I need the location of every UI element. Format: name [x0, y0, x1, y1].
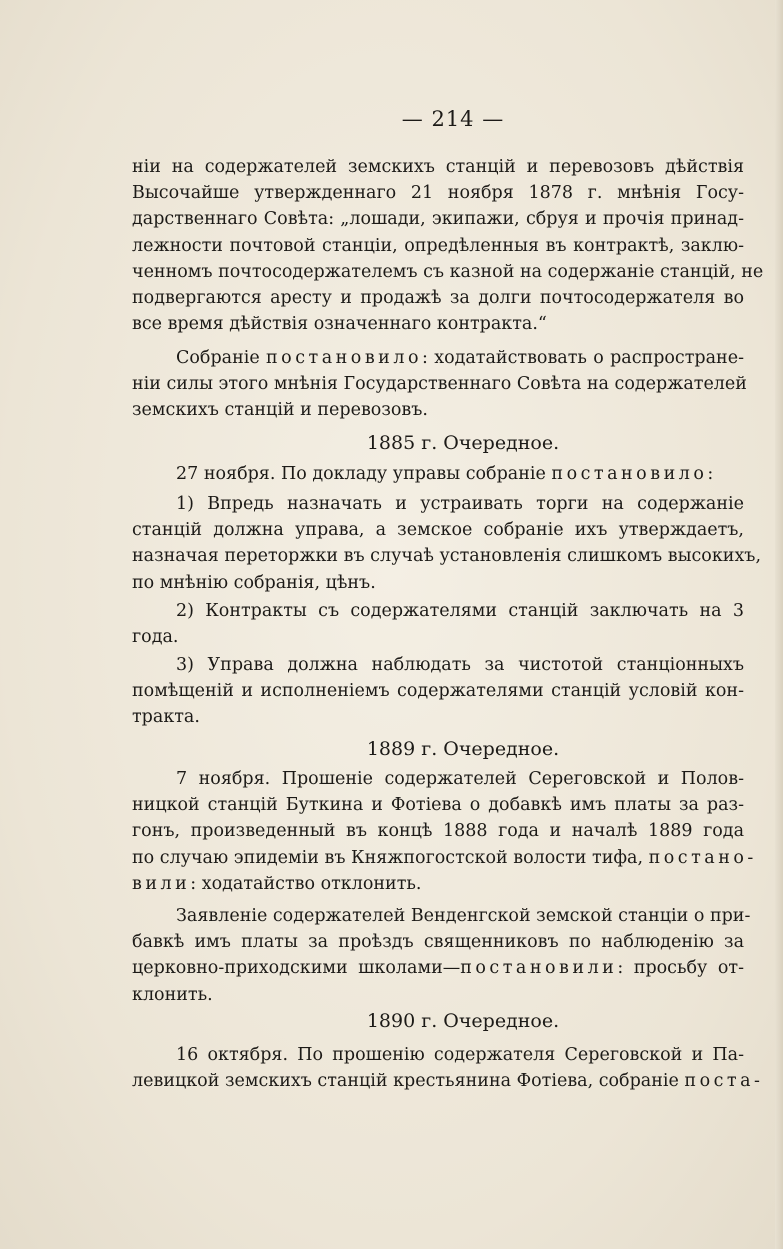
spaced-emphasis: постановило [551, 464, 708, 484]
section-heading-1890 [132, 1008, 744, 1034]
section-heading-1885 [132, 430, 744, 456]
heading-text: 1885 г. Очередное. [366, 432, 560, 454]
text-line: бавкѣ имъ платы за проѣздъ священниковъ по наблюденію за [132, 932, 744, 953]
section-heading-1889 [132, 736, 744, 762]
spaced-emphasis: постановило [266, 348, 422, 368]
text-line: гонъ, произведенный въ концѣ 1888 года и началѣ 1889 года [132, 821, 744, 842]
text-line: все время дѣйствія означеннаго контракта.“ [132, 314, 547, 335]
spaced-emphasis: поста- [684, 1071, 764, 1092]
heading-text: 1889 г. Очередное. [366, 738, 560, 760]
text-line: 2) Контракты съ содержателями станцій заключать на 3 [176, 601, 744, 621]
text-run: : ходатайствовать о распростране- [422, 348, 744, 368]
text-run: церковно-приходскими школами— [132, 958, 461, 979]
text-line: ницкой станцій Буткина и Фотіева о добавкѣ имъ платы за раз- [132, 795, 744, 816]
text-line [132, 845, 757, 871]
paragraph-4 [132, 766, 757, 897]
text-line: ченномъ почтосодержателемъ съ казной на содержаніе станцій, не [132, 261, 764, 282]
paragraph-3 [132, 461, 744, 487]
text-line: земскихъ станцій и перевозовъ. [132, 400, 428, 421]
list-item-2 [132, 598, 744, 650]
text-line: Высочайше утвержденнаго 21 ноября 1878 г. мнѣнія Госу- [132, 183, 744, 204]
text-line: дарственнаго Совѣта: „лошади, экипажи, сбруя и прочія принад- [132, 209, 744, 230]
text-run: по случаю эпидеміи въ Княжпогостской волости тифа, [132, 847, 649, 868]
text-line [132, 871, 744, 897]
page-edge [775, 0, 783, 1249]
spaced-emphasis: вили [132, 873, 191, 894]
text-run: Собраніе [176, 348, 267, 368]
text-run: : [707, 464, 714, 484]
text-line [132, 955, 744, 981]
text-line: 16 октября. По прошенію содержателя Сереговской и Па- [176, 1045, 744, 1065]
text-line [132, 345, 744, 371]
text-line: станцій должна управа, а земское собраніе ихъ утверждаетъ, [132, 520, 744, 541]
paragraph-5 [132, 903, 751, 1008]
text-line: назначая переторжки въ случаѣ установленія слишкомъ высокихъ, [132, 546, 762, 567]
text-run: : просьбу от- [617, 958, 744, 979]
text-line: года. [132, 627, 179, 648]
text-line: подвергаются аресту и продажѣ за долги почтосодержателя во [132, 288, 744, 309]
list-item-3 [132, 652, 744, 731]
text-line: клонить. [132, 984, 213, 1005]
heading-text: 1890 г. Очередное. [366, 1010, 560, 1032]
spaced-emphasis: постановили [460, 958, 618, 979]
text-line: 1) Впредь назначать и устраивать торги на содержаніе [176, 494, 744, 514]
text-line: ніи на содержателей земскихъ станцій и перевозовъ дѣйствія [132, 157, 744, 177]
text-line: ніи силы этого мнѣнія Государственнаго Совѣта на содержателей [132, 374, 747, 395]
text-line: помѣщеній и исполненіемъ содержателями станцій условій кон- [132, 681, 744, 702]
text-line: 7 ноября. Прошеніе содержателей Сереговской и Полов- [176, 769, 744, 789]
text-line [132, 461, 744, 487]
text-line [132, 1068, 764, 1094]
text-line: тракта. [132, 707, 200, 728]
text-run: : ходатайство отклонить. [190, 873, 422, 894]
text-line: лежности почтовой станціи, опредѣленныя въ контрактѣ, заклю- [132, 235, 744, 256]
paragraph-6 [132, 1042, 764, 1094]
text-line: по мнѣнію собранія, цѣнъ. [132, 572, 376, 593]
paragraph-1 [132, 154, 764, 337]
list-item-1 [132, 491, 762, 596]
page-number: — 214 — [401, 107, 505, 131]
text-run: левицкой земскихъ станцій крестьянина Фотіева, собраніе [132, 1071, 685, 1092]
paragraph-2 [132, 345, 747, 424]
text-line: 3) Управа должна наблюдать за чистотой станціонныхъ [176, 655, 744, 675]
text-line: Заявленіе содержателей Венденгской земской станціи о при- [176, 906, 751, 926]
spaced-emphasis: постано- [648, 847, 757, 868]
text-run: 27 ноября. По докладу управы собраніе [176, 464, 552, 484]
